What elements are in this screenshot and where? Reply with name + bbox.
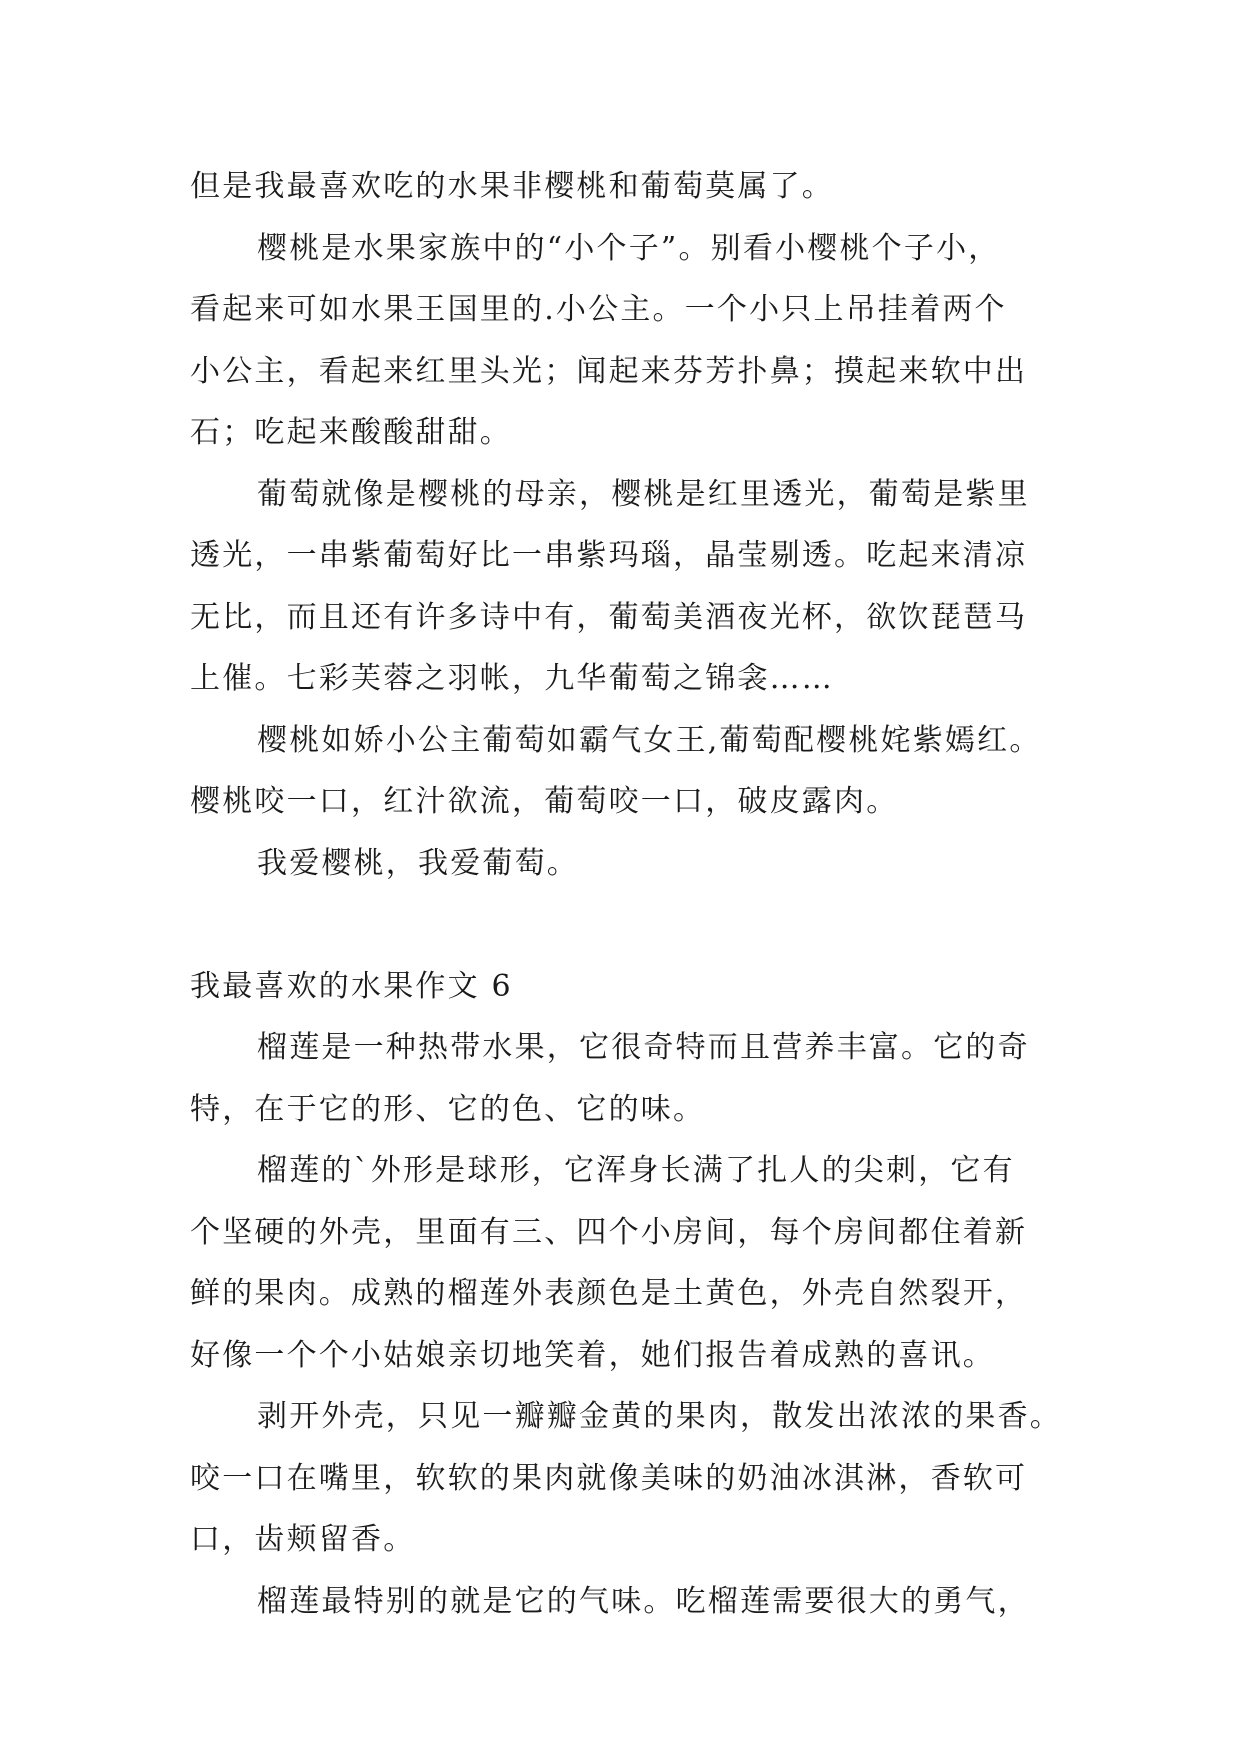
text-line: 但是我最喜欢吃的水果非樱桃和葡萄莫属了。 bbox=[190, 169, 834, 204]
text-line: 好像一个个小姑娘亲切地笑着，她们报告着成熟的喜讯。 bbox=[190, 1337, 995, 1373]
paragraph-first-line: 榴莲是一种热带水果，它很奇特而且营养丰富。它的奇 bbox=[257, 1030, 1030, 1065]
paragraph-first-line: 樱桃是水果家族中的“小个子”。别看小樱桃个子小， bbox=[257, 230, 1001, 266]
text-line: 鲜的果肉。成熟的榴莲外表颜色是土黄色，外壳自然裂开， bbox=[190, 1276, 1028, 1311]
text-line: 看起来可如水果王国里的.小公主。一个小只上吊挂着两个 bbox=[190, 292, 1007, 327]
paragraph-first-line: 剥开外壳，只见一瓣瓣金黄的果肉，散发出浓浓的果香。 bbox=[257, 1399, 1062, 1434]
paragraph-first-line: 榴莲的`外形是球形，它浑身长满了扎人的尖刺，它有 bbox=[257, 1153, 1015, 1188]
text-line: 小公主，看起来红里头光；闻起来芬芳扑鼻；摸起来软中出 bbox=[190, 353, 1028, 389]
text-line: 个坚硬的外壳，里面有三、四个小房间，每个房间都住着新 bbox=[190, 1214, 1028, 1250]
text-line: 透光，一串紫葡萄好比一串紫玛瑙，晶莹剔透。吃起来清凉 bbox=[190, 538, 1028, 573]
paragraph-first-line: 葡萄就像是樱桃的母亲，樱桃是红里透光，葡萄是紫里 bbox=[257, 476, 1030, 512]
text-line: 上催。七彩芙蓉之羽帐，九华葡萄之锦衾…… bbox=[190, 661, 834, 696]
text-line: 石；吃起来酸酸甜甜。 bbox=[190, 415, 512, 450]
paragraph-first-line: 榴莲最特别的就是它的气味。吃榴莲需要很大的勇气， bbox=[257, 1583, 1030, 1619]
document-body bbox=[190, 156, 1070, 1632]
section-heading: 我最喜欢的水果作文 6 bbox=[190, 968, 513, 1004]
text-line: 咬一口在嘴里，软软的果肉就像美味的奶油冰淇淋，香软可 bbox=[190, 1460, 1028, 1496]
paragraph-first-line: 我爱樱桃，我爱葡萄。 bbox=[257, 845, 579, 881]
text-line: 樱桃咬一口，红汁欲流，葡萄咬一口，破皮露肉。 bbox=[190, 784, 899, 819]
paragraph-first-line: 樱桃如娇小公主葡萄如霸气女王,葡萄配樱桃姹紫嫣红。 bbox=[257, 722, 1042, 758]
section-gap bbox=[190, 894, 1070, 956]
text-line: 特，在于它的形、它的色、它的味。 bbox=[190, 1091, 706, 1127]
text-line: 口，齿颊留香。 bbox=[190, 1522, 416, 1557]
text-line: 无比，而且还有许多诗中有，葡萄美酒夜光杯，欲饮琵琶马 bbox=[190, 599, 1028, 635]
